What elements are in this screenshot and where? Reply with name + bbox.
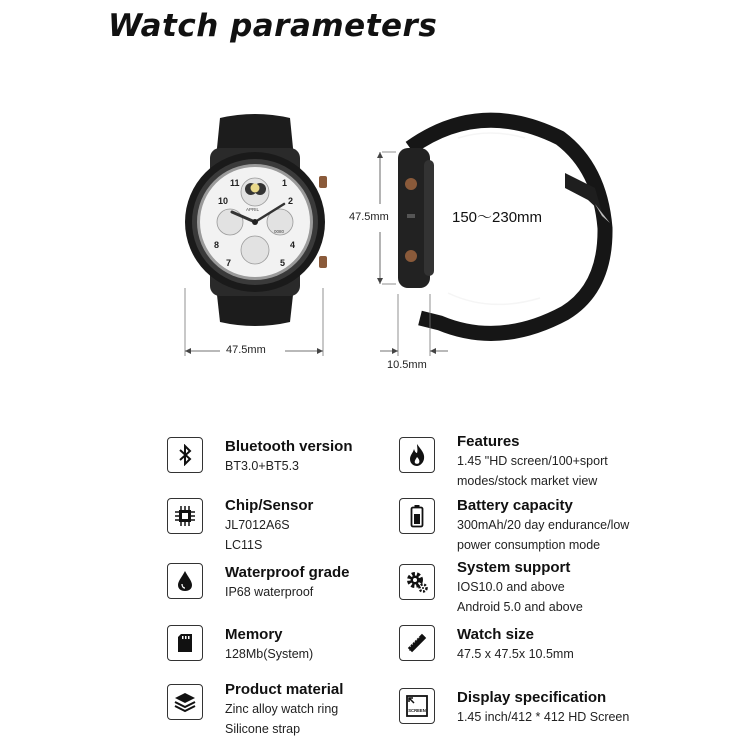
watch-size-icon xyxy=(399,625,435,661)
water-drop-icon xyxy=(167,563,203,599)
memory-card-icon xyxy=(167,625,203,661)
dial-number: 2 xyxy=(288,196,294,206)
spec-title: Bluetooth version xyxy=(225,438,353,455)
spec-watch-size xyxy=(399,625,574,664)
flame-icon xyxy=(399,437,435,473)
battery-icon xyxy=(399,498,435,534)
gear-icon xyxy=(399,564,435,600)
bluetooth-icon xyxy=(167,437,203,473)
spec-display xyxy=(399,688,629,727)
spec-line: LC11S xyxy=(225,538,263,552)
page-title: Watch parameters xyxy=(108,8,438,44)
spec-battery xyxy=(399,496,629,555)
spec-material xyxy=(167,680,343,739)
spec-line: modes/stock market view xyxy=(457,474,598,488)
dial-sub-reading: 0080 xyxy=(274,229,285,234)
spec-features xyxy=(399,432,608,491)
spec-line: 1.45 inch/412 * 412 HD Screen xyxy=(457,710,630,724)
spec-line: 47.5 x 47.5x 10.5mm xyxy=(457,647,574,661)
watch-front-image xyxy=(180,108,330,358)
spec-title: Display specification xyxy=(457,689,607,706)
spec-line: BT3.0+BT5.3 xyxy=(225,459,299,473)
spec-line: power consumption mode xyxy=(457,538,601,552)
dial-number: 7 xyxy=(226,258,232,268)
spec-line: Zinc alloy watch ring xyxy=(225,702,339,716)
spec-bluetooth xyxy=(167,437,353,476)
dial-number: 11 xyxy=(230,178,240,188)
spec-waterproof xyxy=(167,563,349,602)
spec-title: Chip/Sensor xyxy=(225,497,314,514)
dial-number: 1 xyxy=(282,178,288,188)
spec-line: 1.45 "HD screen/100+sport xyxy=(457,454,608,468)
spec-line: JL7012A6S xyxy=(225,518,290,532)
spec-chip xyxy=(167,496,313,555)
band-range-label: 150～230mm xyxy=(452,209,543,226)
chip-icon xyxy=(167,498,203,534)
layers-icon xyxy=(167,684,203,720)
dial-number: 10 xyxy=(218,196,229,206)
spec-line: 128Mb(System) xyxy=(225,647,314,661)
dial-number: 4 xyxy=(290,240,296,250)
spec-memory xyxy=(167,625,313,664)
dial-number: 8 xyxy=(214,240,220,250)
spec-title: Memory xyxy=(225,626,283,643)
thickness-dimension-label: 10.5mm xyxy=(387,359,427,371)
screen-icon-label: SCREEN xyxy=(408,708,426,713)
spec-title: System support xyxy=(457,559,571,576)
spec-line: IOS10.0 and above xyxy=(457,580,565,594)
spec-line: IP68 waterproof xyxy=(225,585,314,599)
width-dimension-label: 47.5mm xyxy=(226,344,266,356)
spec-line: 300mAh/20 day endurance/low xyxy=(457,518,630,532)
dial-month: APRIL xyxy=(246,207,260,212)
spec-line: Silicone strap xyxy=(225,722,301,736)
dial-number: 5 xyxy=(280,258,286,268)
spec-title: Product material xyxy=(225,681,344,698)
screen-icon xyxy=(399,688,435,724)
spec-line: Android 5.0 and above xyxy=(457,600,583,614)
spec-system xyxy=(399,558,583,617)
spec-title: Waterproof grade xyxy=(225,564,350,581)
height-dimension-label: 47.5mm xyxy=(349,211,389,223)
spec-title: Battery capacity xyxy=(457,497,573,514)
spec-title: Watch size xyxy=(457,626,534,643)
watch-side-image xyxy=(340,108,620,378)
spec-title: Features xyxy=(457,433,520,450)
